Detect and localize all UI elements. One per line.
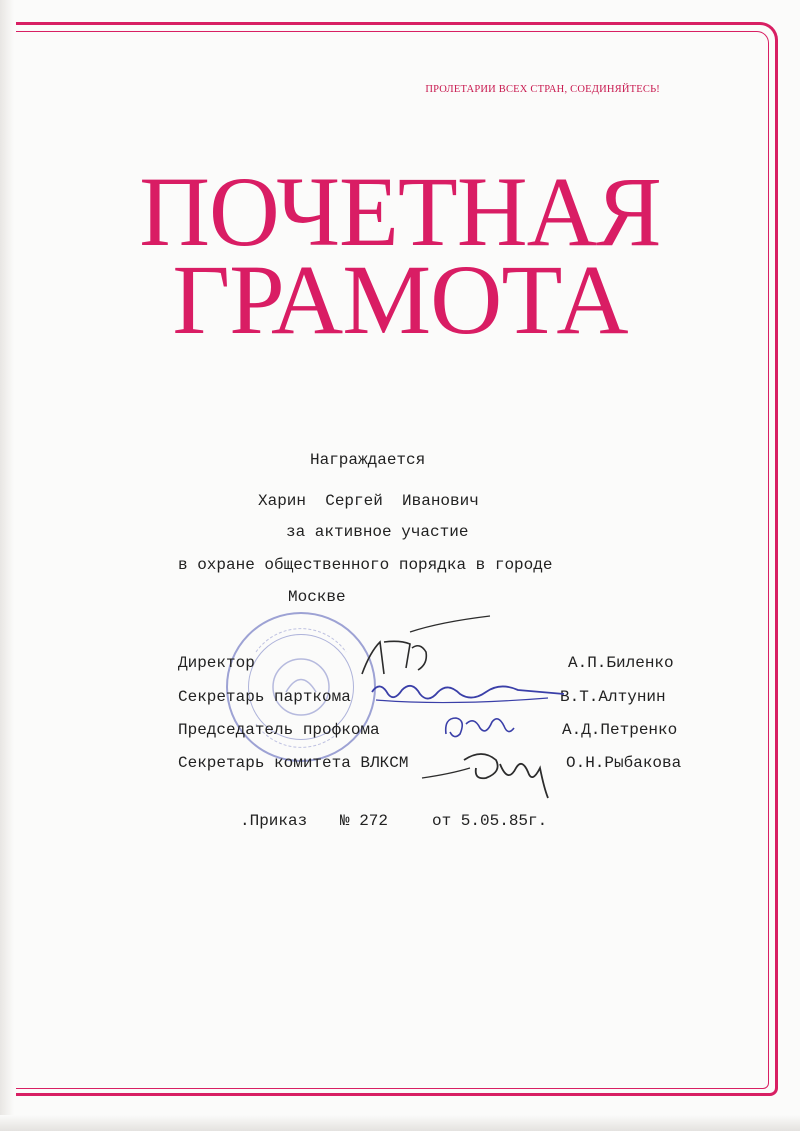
paper-edge-left: [0, 0, 14, 1131]
signatory-name-party-secretary: В.Т.Алтунин: [560, 688, 666, 706]
reason-line-3: Москве: [288, 588, 346, 606]
title-line-2: ГРАМОТА: [172, 244, 628, 355]
title-line-1: ПОЧЕТНАЯ: [139, 156, 661, 267]
signature-komsomol-secretary-icon: [420, 738, 560, 808]
signatory-name-union-chair: А.Д.Петренко: [562, 721, 678, 739]
order-date: от 5.05.85г.: [432, 812, 548, 830]
awarded-label: Награждается: [310, 451, 426, 469]
order-label: .Приказ: [240, 812, 308, 830]
signatory-role-komsomol-secretary: Секретарь комитета ВЛКСМ: [178, 754, 409, 772]
reason-line-1: за активное участие: [286, 523, 469, 541]
signatory-role-party-secretary: Секретарь парткома: [178, 688, 351, 706]
paper-edge-bottom: [0, 1115, 800, 1131]
signatory-role-director: Директор: [178, 654, 255, 672]
recipient-name: Харин Сергей Иванович: [258, 492, 479, 510]
signatory-name-director: А.П.Биленко: [568, 654, 674, 672]
signatory-role-union-chair: Председатель профкома: [178, 721, 380, 739]
order-number: № 272: [340, 812, 389, 830]
signatory-name-komsomol-secretary: О.Н.Рыбакова: [566, 754, 682, 772]
reason-line-2: в охране общественного порядка в городе: [178, 556, 553, 574]
motto: ПРОЛЕТАРИИ ВСЕХ СТРАН, СОЕДИНЯЙТЕСЬ!: [425, 84, 660, 95]
